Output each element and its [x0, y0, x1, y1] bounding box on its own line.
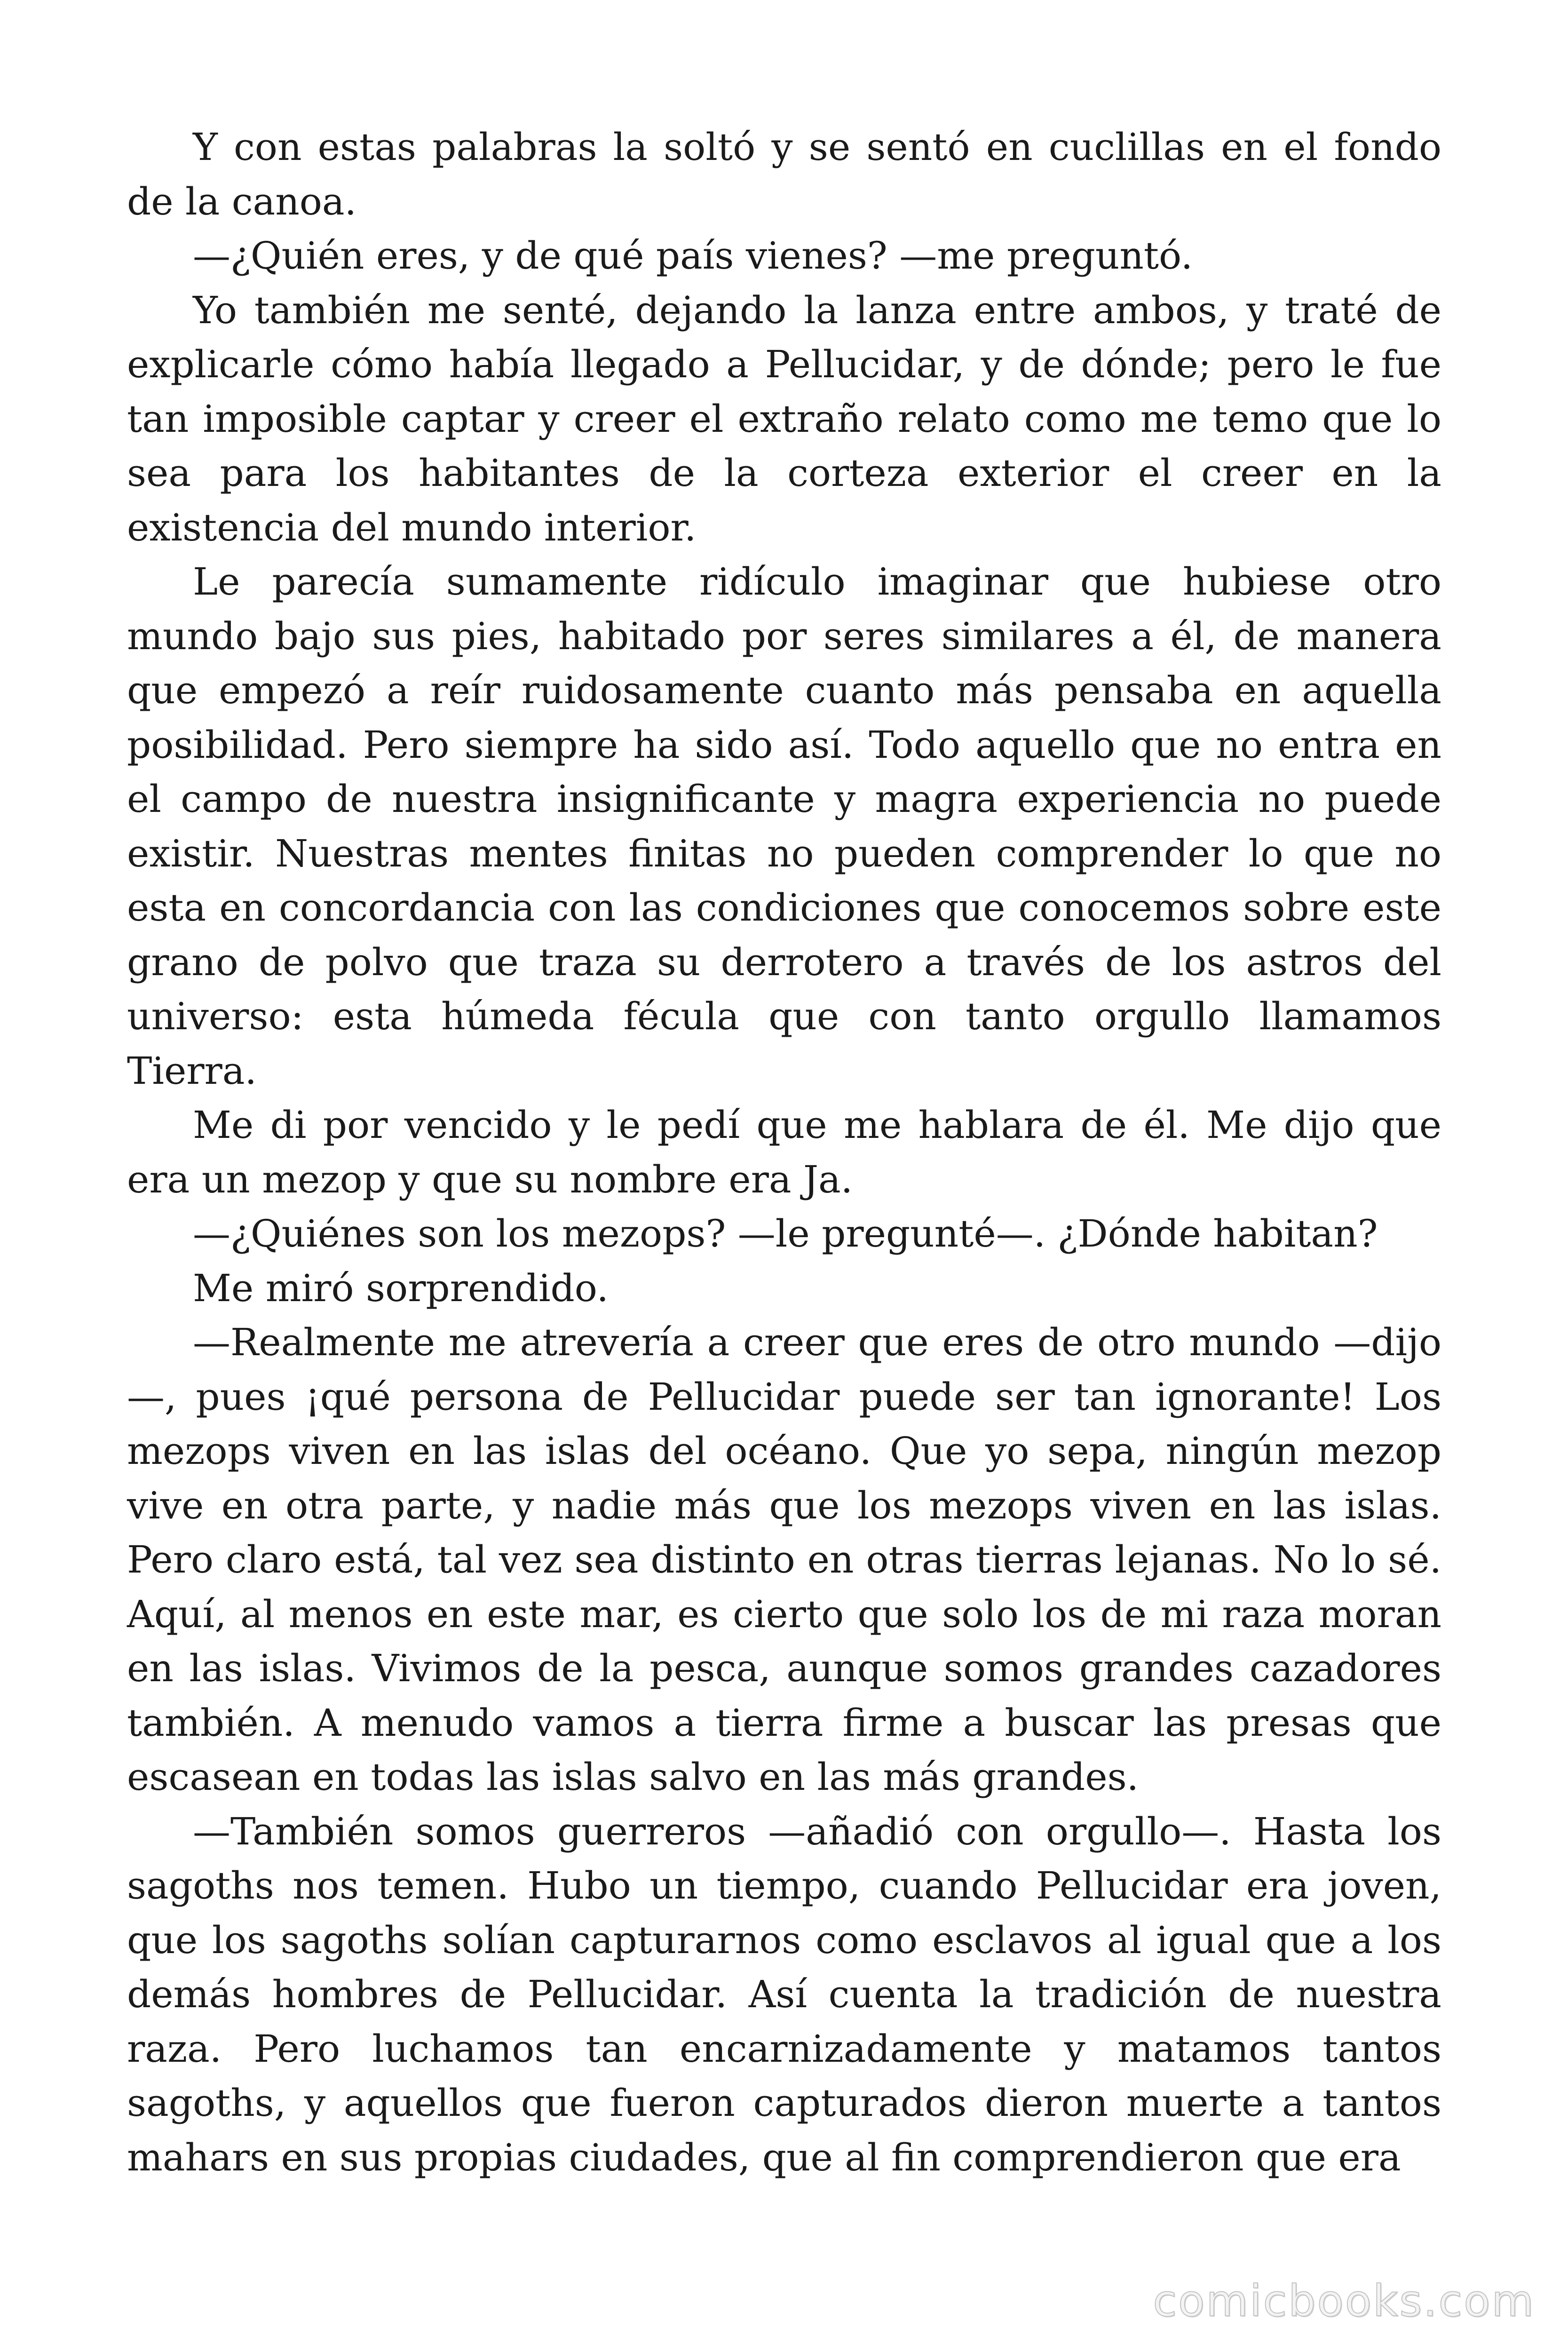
paragraph: Y con estas palabras la soltó y se sentó en cuclillas en el fondo de la canoa. [127, 125, 1441, 223]
paragraph: Me miró sorprendido. [193, 1266, 609, 1310]
body-text [127, 120, 1441, 2185]
paragraph: Yo también me senté, dejando la lanza entre ambos, y traté de explicarle cómo había llegado a Pellucidar, y de dónde; pero le fue tan imposible captar y creer el extraño relato como me temo que lo sea para los habitantes de la corteza exterior el creer en la existencia del mundo interior. [127, 288, 1441, 549]
paragraph: —También somos guerreros —añadió con orgullo—. Hasta los sagoths nos temen. Hubo un tiempo, cuando Pellucidar era joven, que los sagoths solían capturarnos como esclavos al igual que a los demás hombres de Pellucidar. Así cuenta la tradición de nuestra raza. Pero luchamos tan encarnizadamente y matamos tantos sagoths, y aquellos que fueron capturados dieron muerte a tantos mahars en sus propias ciudades, que al fin comprendieron que era [127, 1809, 1441, 2179]
paragraph: —Realmente me atrevería a creer que eres de otro mundo —dijo —, pues ¡qué persona de Pellucidar puede ser tan ignorante! Los mezops viven en las islas del océano. Que yo sepa, ningún mezop vive en otra parte, y nadie más que los mezops viven en las islas. Pero claro está, tal vez sea distinto en otras tierras lejanas. No lo sé. Aquí, al menos en este mar, es cierto que solo los de mi raza moran en las islas. Vivimos de la pesca, aunque somos grandes cazadores también. A menudo vamos a tierra firme a buscar las presas que escasean en todas las islas salvo en las más grandes. [127, 1320, 1441, 1799]
book-page [127, 120, 1441, 2265]
watermark: comicbooks.com [1153, 2276, 1535, 2326]
paragraph: —¿Quiénes son los mezops? —le pregunté—. ¿Dónde habitan? [193, 1212, 1378, 1255]
paragraph: Me di por vencido y le pedí que me hablara de él. Me dijo que era un mezop y que su nombre era Ja. [127, 1103, 1441, 1201]
paragraph: —¿Quién eres, y de qué país vienes? —me preguntó. [193, 234, 1193, 278]
paragraph: Le parecía sumamente ridículo imaginar que hubiese otro mundo bajo sus pies, habitado por seres similares a él, de manera que empezó a reír ruidosamente cuanto más pensaba en aquella posibilidad. Pero siempre ha sido así. Todo aquello que no entra en el campo de nuestra insignificante y magra experiencia no puede existir. Nuestras mentes finitas no pueden comprender lo que no esta en concordancia con las condiciones que conocemos sobre este grano de polvo que traza su derrotero a través de los astros del universo: esta húmeda fécula que con tanto orgullo llamamos Tierra. [127, 560, 1441, 1093]
